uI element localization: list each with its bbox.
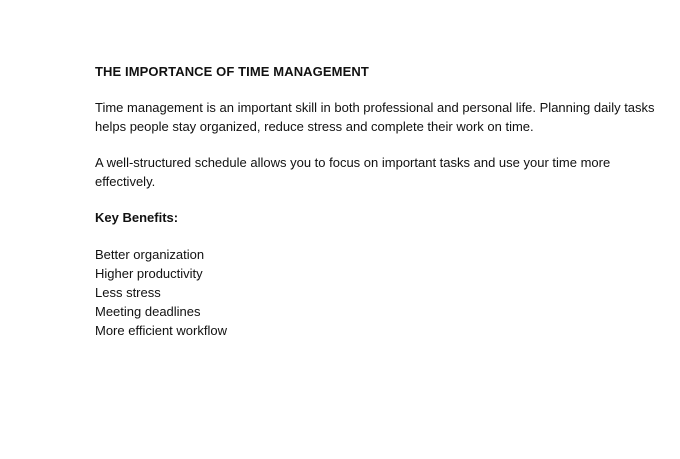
benefits-heading: Key Benefits: [95,210,179,225]
benefit-item: More efficient workflow [95,323,227,338]
document-title: THE IMPORTANCE OF TIME MANAGEMENT [95,64,369,79]
benefit-item: Meeting deadlines [95,304,201,319]
benefits-list [95,245,655,340]
paragraph-intro: Time management is an important skill in both professional and personal life. Planning daily tasks helps people stay organized, reduce stress and complete their work on time. [95,100,655,134]
benefit-item: Less stress [95,285,161,300]
paragraph-schedule: A well-structured schedule allows you to focus on important tasks and use your time more effectively. [95,155,611,189]
benefit-item: Better organization [95,247,205,262]
benefit-item: Higher productivity [95,266,203,281]
document-body [95,62,655,340]
